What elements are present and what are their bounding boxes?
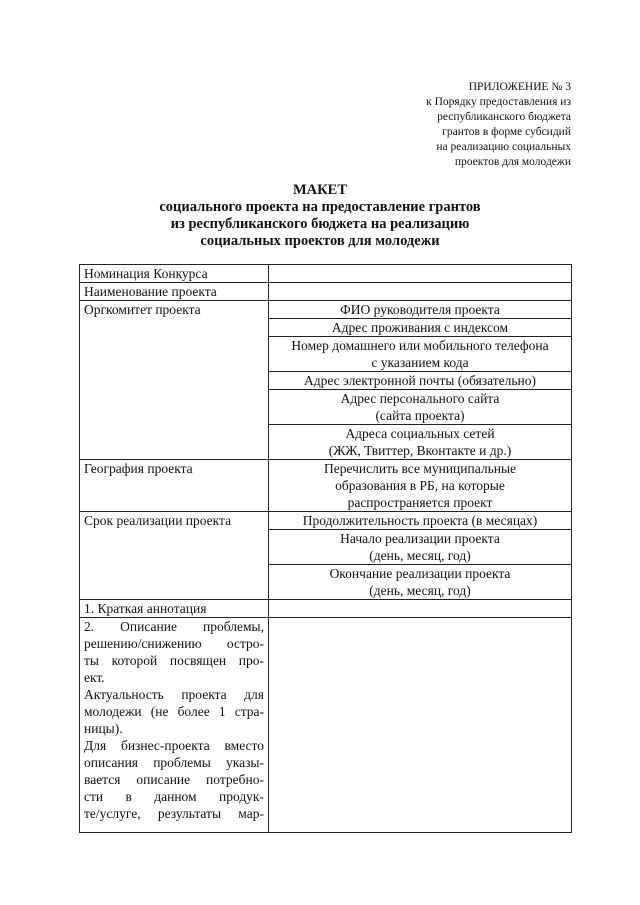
orgcommittee-field: [269, 390, 572, 425]
document-title: [0, 182, 640, 250]
nomination-label: Номинация Конкурса: [80, 265, 269, 283]
field-line: Перечислить все муниципальные: [323, 461, 517, 476]
description-value: [269, 618, 572, 833]
description-line: Для бизнес-проекта вместо: [84, 738, 264, 753]
description-line: Актуальность проекта для: [84, 687, 264, 702]
table-row: [80, 512, 572, 530]
geography-field: [269, 460, 572, 512]
appendix-line: на реализацию социальных: [436, 141, 571, 153]
description-paragraph: [84, 737, 264, 822]
field-line: (день, месяц, год): [369, 583, 471, 598]
orgcommittee-field: [269, 319, 572, 337]
description-line: ект.: [84, 670, 105, 685]
appendix-line: проектов для молодежи: [454, 156, 571, 168]
field-line: Окончание реализации проекта: [329, 566, 511, 581]
term-field: [269, 512, 572, 530]
nomination-value: [269, 265, 572, 283]
field-line: Адреса социальных сетей: [345, 426, 495, 441]
field-line: Адрес проживания с индексом: [331, 320, 509, 335]
description-label: [80, 618, 269, 833]
orgcommittee-label: Оргкомитет проекта: [80, 301, 269, 460]
table-row: [80, 618, 572, 833]
project-name-value: [269, 283, 572, 301]
orgcommittee-field: [269, 425, 572, 460]
table-row: [80, 265, 572, 283]
table-row: [80, 600, 572, 618]
field-line: (сайта проекта): [375, 408, 465, 423]
field-line: с указанием кода: [371, 355, 469, 370]
field-line: образования в РБ, на которые: [335, 478, 505, 493]
term-field: [269, 565, 572, 600]
description-line: описания проблемы указы-: [84, 755, 264, 770]
table-row: [80, 301, 572, 319]
field-line: (ЖЖ, Твиттер, Вконтакте и др.): [328, 443, 512, 458]
field-line: Адрес электронной почты (обязательно): [303, 373, 537, 388]
orgcommittee-field: [269, 372, 572, 390]
annotation-label: 1. Краткая аннотация: [80, 600, 269, 618]
field-line: Продолжительность проекта (в месяцах): [302, 513, 538, 528]
geography-label: География проекта: [80, 460, 269, 512]
description-paragraph: [84, 618, 264, 686]
title-line: социального проекта на предоставление грантов: [159, 199, 481, 215]
description-line: молодежи (не более 1 стра-: [84, 704, 264, 719]
field-line: распространяется проект: [347, 495, 493, 510]
orgcommittee-field: [269, 337, 572, 372]
description-line: ницы).: [84, 721, 123, 736]
title-line: из республиканского бюджета на реализацию: [170, 216, 470, 232]
description-paragraph: [84, 686, 264, 737]
project-form-table: [79, 264, 572, 833]
description-line: вается описание потребно-: [84, 772, 264, 787]
description-line: сти в данном продук-: [84, 789, 264, 804]
appendix-line: республиканского бюджета: [437, 111, 571, 123]
table-row: [80, 283, 572, 301]
description-line: ты которой посвящен про-: [84, 653, 264, 668]
field-line: Номер домашнего или мобильного телефона: [291, 338, 549, 353]
appendix-line: к Порядку предоставления из: [426, 96, 571, 108]
field-line: Начало реализации проекта: [340, 531, 500, 546]
annotation-value: [269, 600, 572, 618]
term-label: Срок реализации проекта: [80, 512, 269, 600]
field-line: ФИО руководителя проекта: [340, 302, 500, 317]
table-row: [80, 460, 572, 512]
description-line: 2. Описание проблемы,: [84, 619, 264, 634]
appendix-line: ПРИЛОЖЕНИЕ № 3: [468, 81, 571, 93]
title-line: МАКЕТ: [292, 182, 347, 198]
title-line: социальных проектов для молодежи: [200, 233, 440, 249]
orgcommittee-field: [269, 301, 572, 319]
description-line: те/услуге, результаты мар-: [84, 806, 264, 821]
field-line: Адрес персонального сайта: [340, 391, 500, 406]
appendix-block: [426, 80, 571, 170]
appendix-line: грантов в форме субсидий: [442, 126, 571, 138]
project-name-label: Наименование проекта: [80, 283, 269, 301]
term-field: [269, 530, 572, 565]
field-line: (день, месяц, год): [369, 548, 471, 563]
description-line: решению/снижению остро-: [84, 636, 264, 651]
